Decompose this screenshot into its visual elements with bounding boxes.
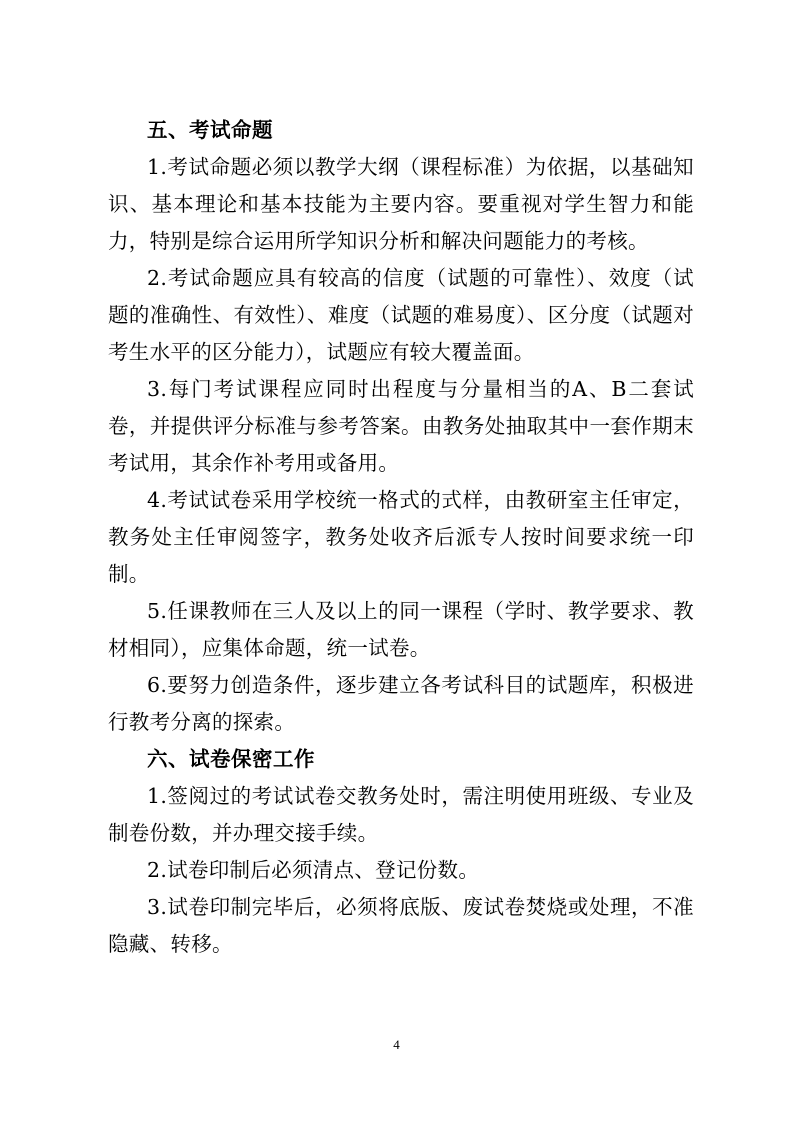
paragraph-confidentiality-item-1: 1.签阅过的考试试卷交教务处时，需注明使用班级、专业及制卷份数，并办理交接手续。 [108, 784, 694, 845]
paragraph-confidentiality-item-2: 2.试卷印制后必须清点、登记份数。 [147, 858, 480, 882]
paragraph-exam-item-2: 2.考试命题应具有较高的信度（试题的可靠性）、效度（试题的准确性、有效性）、难度（试题的难易度）、区分度（试题对考生水平的区分能力），试题应有较大覆盖面。 [108, 266, 694, 364]
section-heading-exam-questions: 五、考试命题 [147, 118, 273, 142]
paragraph-exam-item-4: 4.考试试卷采用学校统一格式的式样，由教研室主任审定，教务处主任审阅签字，教务处收齐后派专人按时间要求统一印制。 [108, 488, 694, 586]
document-body [108, 112, 694, 963]
paragraph-exam-item-1: 1.考试命题必须以教学大纲（课程标准）为依据，以基础知识、基本理论和基本技能为主要内容。要重视对学生智力和能力，特别是综合运用所学知识分析和解决问题能力的考核。 [108, 155, 694, 253]
paragraph-exam-item-3: 3.每门考试课程应同时出程度与分量相当的A、B二套试卷，并提供评分标准与参考答案。由教务处抽取其中一套作期末考试用，其余作补考用或备用。 [108, 377, 694, 475]
paragraph-confidentiality-item-3: 3.试卷印制完毕后，必须将底版、废试卷焚烧或处理，不准隐藏、转移。 [108, 895, 694, 956]
page-number: 4 [393, 1037, 400, 1052]
section-heading-paper-confidentiality: 六、试卷保密工作 [147, 747, 315, 771]
paragraph-exam-item-6: 6.要努力创造条件，逐步建立各考试科目的试题库，积极进行教考分离的探索。 [108, 673, 694, 734]
paragraph-exam-item-5: 5.任课教师在三人及以上的同一课程（学时、教学要求、教材相同），应集体命题，统一试卷。 [108, 599, 694, 660]
